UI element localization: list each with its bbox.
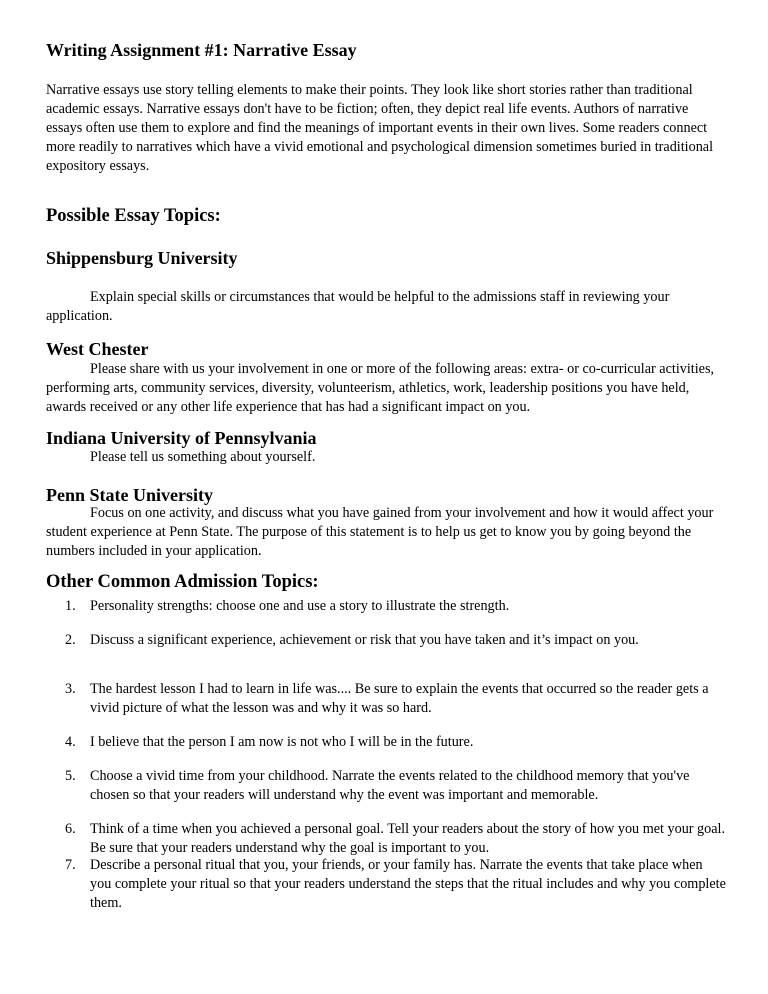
list-item-number: 6. <box>65 821 76 837</box>
school-prompt-penn-state: Focus on one activity, and discuss what you have gained from your involvement and how it would affect your student experience at Penn State. The purpose of this statement is to help us get to know you by going beyond the numbers included in your application. <box>46 505 714 559</box>
list-item-text: I believe that the person I am now is not who I will be in the future. <box>90 734 474 750</box>
school-heading-penn-state: Penn State University <box>46 485 213 505</box>
school-heading-iup: Indiana University of Pennsylvania <box>46 428 317 448</box>
topics-heading: Possible Essay Topics: <box>46 206 221 226</box>
school-prompt-west-chester: Please share with us your involvement in one or more of the following areas: extra- or co-curricular activities, performing arts, community services, diversity, volunteerism, athletics, work, leadership positions you have held, awards received or any other life experience that has had a significant impact on you. <box>46 361 715 415</box>
list-item-number: 2. <box>65 632 76 648</box>
list-item-number: 7. <box>65 857 76 873</box>
school-heading-west-chester: West Chester <box>46 339 149 359</box>
list-item <box>65 631 726 650</box>
list-item <box>65 680 726 718</box>
list-item <box>65 597 726 616</box>
list-item <box>65 820 726 858</box>
intro-paragraph: Narrative essays use story telling elements to make their points. They look like short stories rather than traditional academic essays. Narrative essays don't have to be fiction; often, they depict real life events. Authors of narrative essays often use them to explore and find the meanings of important events in their own lives. Some readers connect more readily to narratives which have a vivid emotional and psychological dimension sometimes buried in traditional expository essays. <box>46 82 714 174</box>
list-item-text: Choose a vivid time from your childhood. Narrate the events related to the childhood memory that you've chosen so that your readers will understand why the event was important and memorable. <box>90 768 690 803</box>
school-prompt-shippensburg: Explain special skills or circumstances that would be helpful to the admissions staff in reviewing your application. <box>46 289 670 324</box>
list-item <box>65 767 726 805</box>
list-item-text: The hardest lesson I had to learn in life was.... Be sure to explain the events that occurred so the reader gets a vivid picture of what the lesson was and why it was so hard. <box>90 681 709 716</box>
list-item-text: Describe a personal ritual that you, your friends, or your family has. Narrate the events that take place when you complete your ritual so that your readers understand the steps that the ritual includes and why you complete them. <box>90 857 726 911</box>
list-item-text: Personality strengths: choose one and use a story to illustrate the strength. <box>90 598 510 614</box>
school-prompt-iup: Please tell us something about yourself. <box>90 449 316 465</box>
list-item-number: 1. <box>65 598 76 614</box>
page-title: Writing Assignment #1: Narrative Essay <box>46 40 357 60</box>
list-item-number: 3. <box>65 681 76 697</box>
list-item-text: Think of a time when you achieved a personal goal. Tell your readers about the story of how you met your goal. Be sure that your readers understand why the goal is important to you. <box>90 821 726 856</box>
list-item-number: 5. <box>65 768 76 784</box>
list-item <box>65 856 726 913</box>
list-item <box>65 733 726 752</box>
list-item-text: Discuss a significant experience, achievement or risk that you have taken and it’s impact on you. <box>90 632 639 648</box>
common-topics-heading: Other Common Admission Topics: <box>46 572 319 592</box>
school-heading-shippensburg: Shippensburg University <box>46 248 238 268</box>
list-item-number: 4. <box>65 734 76 750</box>
